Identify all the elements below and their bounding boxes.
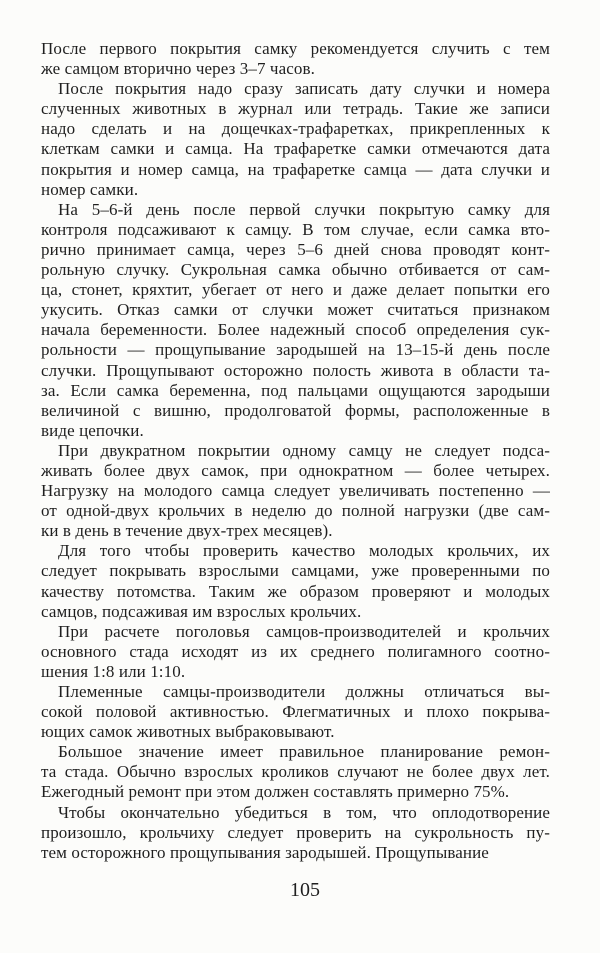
text-line: Для того чтобы проверить качество молодых крольчих, их bbox=[58, 541, 550, 561]
text-line: покрытия и номер самца, на трафаретке самца — дата случки и bbox=[41, 159, 550, 179]
text-line: шения 1:8 или 1:10. bbox=[41, 661, 186, 681]
text-line: укусить. Отказ самки от случки может считаться признаком bbox=[41, 300, 550, 320]
text-line: начала беременности. Более надежный способ определения сук- bbox=[41, 320, 550, 340]
text-line: номер самки. bbox=[41, 179, 139, 199]
text-line: рольную случку. Сукрольная самка обычно отбивается от сам- bbox=[41, 260, 550, 280]
text-line: После покрытия надо сразу записать дату случки и номера bbox=[58, 79, 550, 99]
text-line: произошло, крольчиху следует проверить на сукрольность пу- bbox=[41, 822, 550, 842]
text-line: рично принимает самца, через 5–6 дней снова проводят конт- bbox=[41, 239, 550, 259]
text-line: величиной с вишню, продолговатой формы, расположенные в bbox=[41, 400, 550, 420]
text-line: тем осторожного прощупывания зародышей. Прощупывание bbox=[41, 842, 489, 862]
paragraph bbox=[41, 200, 550, 441]
text-line: слученных животных в журнал или тетрадь. Такие же записи bbox=[41, 99, 550, 119]
text-line: сокой половой активностью. Флегматичных и плохо покрыва- bbox=[41, 702, 550, 722]
paragraph bbox=[41, 39, 550, 79]
paragraph bbox=[41, 622, 550, 682]
text-line: Нагрузку на молодого самца следует увеличивать постепенно — bbox=[41, 481, 550, 501]
text-line: После первого покрытия самку рекомендуется случить с тем bbox=[41, 39, 550, 58]
text-line: контроля подсаживают к самцу. В том случае, если самка вто- bbox=[41, 219, 550, 239]
text-line: основного стада исходят из их среднего полигамного соотно- bbox=[41, 641, 550, 661]
paragraph bbox=[41, 541, 550, 621]
paragraph bbox=[41, 803, 550, 863]
text-line: При расчете поголовья самцов-производителей и крольчих bbox=[58, 621, 550, 641]
text-line: же самцом вторично через 3–7 часов. bbox=[41, 59, 315, 79]
page-number: 105 bbox=[290, 879, 320, 901]
text-line: ца, стонет, кряхтит, убегает от него и даже делает попытки его bbox=[41, 280, 550, 300]
text-line: следует покрывать взрослыми самцами, уже проверенными по bbox=[41, 561, 550, 581]
text-line: случки. Прощупывают осторожно полость живота в области та- bbox=[41, 360, 550, 380]
text-line: рольности — прощупывание зародышей на 13–15-й день после bbox=[41, 340, 550, 360]
text-line: На 5–6-й день после первой случки покрытую самку для bbox=[58, 199, 550, 219]
text-line: Чтобы окончательно убедиться в том, что оплодотворение bbox=[58, 802, 550, 822]
text-line: от одной-двух крольчих в неделю до полной нагрузки (две сам- bbox=[41, 501, 550, 521]
text-line: живать более двух самок, при однократном — более четырех. bbox=[41, 460, 550, 480]
text-line: ки в день в течение двух-трех месяцев). bbox=[41, 521, 333, 541]
text-line: Племенные самцы-производители должны отличаться вы- bbox=[58, 682, 550, 701]
text-line: клеткам самки и самца. На трафаретке самки отмечаются дата bbox=[41, 139, 550, 159]
text-line: виде цепочки. bbox=[41, 420, 144, 440]
text-line: качеству потомства. Таким же образом проверяют и молодых bbox=[41, 581, 550, 601]
text-line: надо сделать и на дощечках-трафаретках, прикрепленных к bbox=[41, 119, 550, 139]
text-line: ющих самок животных выбраковывают. bbox=[41, 722, 335, 742]
paragraph bbox=[41, 742, 550, 802]
text-line: самцов, подсаживая им взрослых крольчих. bbox=[41, 601, 362, 621]
paragraph bbox=[41, 682, 550, 742]
page-text bbox=[41, 39, 550, 863]
paragraph bbox=[41, 79, 550, 200]
paragraph bbox=[41, 441, 550, 541]
text-line: Ежегодный ремонт при этом должен составлять примерно 75%. bbox=[41, 782, 510, 802]
text-line: Большое значение имеет правильное планирование ремон- bbox=[58, 742, 550, 762]
text-line: та стада. Обычно взрослых кроликов случают не более двух лет. bbox=[41, 762, 550, 782]
text-line: за. Если самка беременна, под пальцами ощущаются зародыши bbox=[41, 380, 550, 400]
text-line: При двукратном покрытии одному самцу не следует подса- bbox=[58, 440, 550, 460]
